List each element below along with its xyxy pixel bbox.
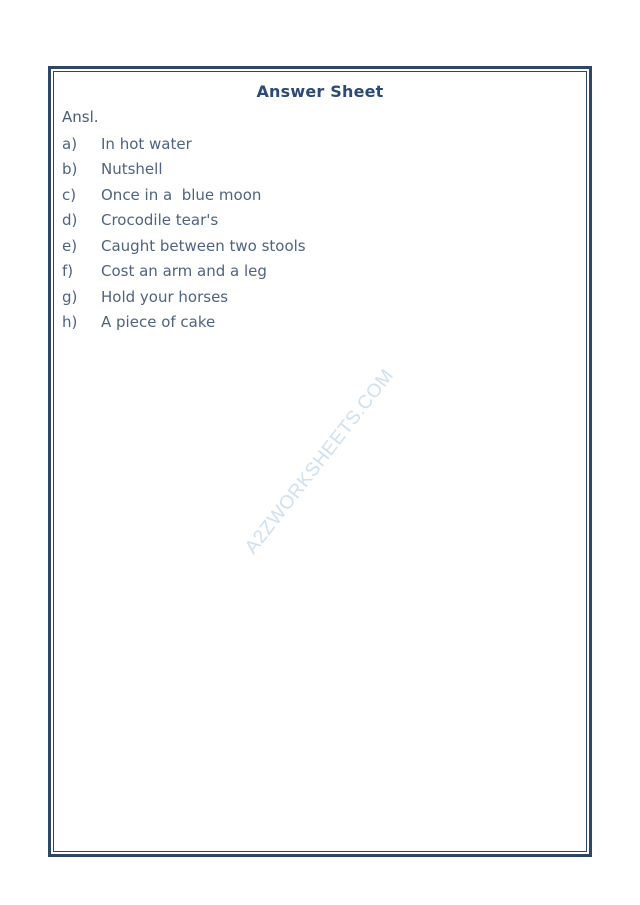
- answer-letter: a): [62, 134, 78, 153]
- answer-text: Once in a blue moon: [101, 185, 262, 204]
- answer-item: [62, 182, 306, 208]
- answer-letter: f): [62, 262, 74, 281]
- answer-text: Crocodile tear's: [101, 211, 219, 230]
- answer-item: [62, 233, 306, 259]
- answer-item: [62, 208, 306, 234]
- answer-letter: b): [62, 160, 78, 179]
- watermark: A2ZWORKSHEETS.COM: [241, 365, 399, 559]
- answer-text: Caught between two stools: [101, 236, 306, 255]
- answer-text: In hot water: [101, 134, 192, 153]
- answer-text: Hold your horses: [101, 287, 229, 306]
- answer-text: Nutshell: [101, 160, 163, 179]
- answer-label: Ansl.: [62, 108, 99, 126]
- answer-item: [62, 157, 306, 183]
- answer-letter: g): [62, 287, 78, 306]
- answer-item: [62, 131, 306, 157]
- sheet-title: Answer Sheet: [256, 82, 384, 101]
- answer-letter: e): [62, 236, 78, 255]
- answer-text: Cost an arm and a leg: [101, 262, 267, 281]
- answer-letter: h): [62, 313, 78, 332]
- answer-item: [62, 284, 306, 310]
- answer-letter: c): [62, 185, 77, 204]
- answer-list: [62, 131, 306, 335]
- answer-item: [62, 310, 306, 336]
- answer-item: [62, 259, 306, 285]
- answer-letter: d): [62, 211, 78, 230]
- answer-text: A piece of cake: [101, 313, 216, 332]
